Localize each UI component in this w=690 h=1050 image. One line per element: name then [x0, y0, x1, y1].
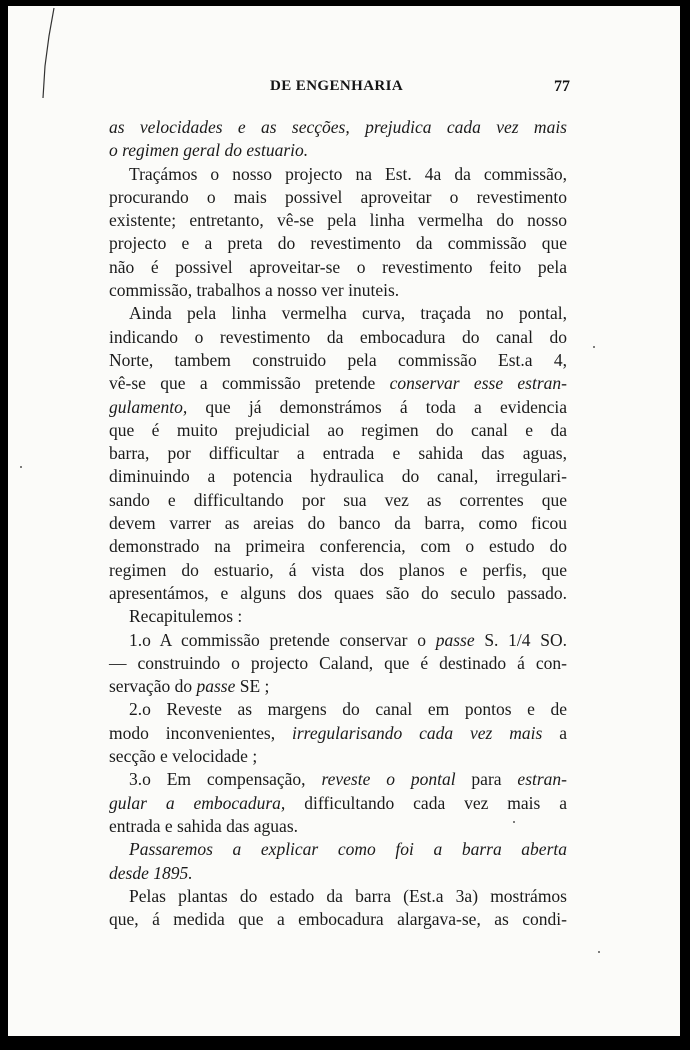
text-line: procurando o mais possivel aproveitar o revestimento	[109, 186, 567, 207]
italic-segment: estran-	[517, 769, 567, 790]
text-line: secção e velocidade ;	[109, 746, 258, 767]
text-segment: servação do	[109, 676, 197, 697]
italic-segment: gulamento,	[109, 396, 188, 417]
paper-speck	[20, 466, 22, 468]
italic-segment: reveste o pontal	[321, 769, 456, 790]
text-line: Recapitulemos :	[129, 606, 243, 627]
text-line	[109, 675, 567, 698]
text-line: que é muito prejudicial ao regimen do canal e da	[109, 419, 567, 440]
italic-segment: passe	[435, 629, 475, 650]
paper-speck	[513, 821, 515, 823]
text-segment: difficultando cada vez mais a	[285, 792, 567, 813]
text-line: projecto e a preta do revestimento da commissão que	[109, 233, 567, 254]
text-segment: vê-se que a commissão pretende	[109, 373, 390, 394]
text-line: diminuindo a potencia hydraulica do canal, irregulari-	[109, 466, 567, 487]
paper-speck	[598, 951, 600, 953]
text-segment: para	[455, 769, 518, 790]
text-line: que, á medida que a embocadura alargava-se, as condi-	[109, 909, 567, 930]
text-line: 2.o Reveste as margens do canal em pontos e de	[129, 699, 567, 720]
text-line: indicando o revestimento da embocadura do canal do	[109, 326, 567, 347]
text-line: demonstrado na primeira conferencia, com o estudo do	[109, 536, 567, 557]
book-page	[8, 6, 680, 1036]
pencil-margin-mark	[40, 6, 58, 101]
italic-segment: gular a embocadura,	[109, 792, 286, 813]
text-line: o regimen geral do estuario.	[109, 140, 309, 161]
text-line: desde 1895.	[109, 862, 193, 883]
text-line: regimen do estuario, á vista dos planos e perfis, que	[109, 559, 567, 580]
text-line	[109, 629, 567, 652]
text-segment: SE ;	[235, 676, 270, 697]
text-line: Pelas plantas do estado da barra (Est.a 3a) mostrámos	[129, 885, 567, 906]
page-number: 77	[554, 78, 570, 95]
text-line: barra, por difficultar a entrada e sahida das aguas,	[109, 443, 567, 464]
text-line: as velocidades e as secções, prejudica cada vez mais	[109, 117, 567, 137]
text-segment: 3.o Em compensação,	[129, 769, 322, 790]
text-line: sando e difficultando por sua vez as correntes que	[109, 489, 567, 510]
text-line: entrada e sahida das aguas.	[109, 815, 299, 836]
text-line: devem varrer as areias do banco da barra, como ficou	[109, 513, 567, 534]
text-line	[109, 768, 567, 791]
italic-segment: conservar esse estran-	[389, 373, 567, 394]
text-line: Ainda pela linha vermelha curva, traçada no pontal,	[129, 303, 567, 324]
text-line: Passaremos a explicar como foi a barra aberta	[129, 839, 567, 860]
text-line	[109, 372, 567, 395]
text-line: — construindo o projecto Caland, que é destinado á con-	[109, 652, 567, 673]
text-line: commissão, trabalhos a nosso ver inuteis.	[109, 280, 400, 301]
text-line	[109, 396, 567, 419]
paper-speck	[593, 346, 595, 348]
text-line	[109, 792, 567, 815]
running-title: DE ENGENHARIA	[270, 78, 404, 94]
italic-segment: passe	[196, 676, 236, 697]
text-line: existente; entretanto, vê-se pela linha vermelha do nosso	[109, 210, 567, 231]
text-segment: modo inconvenientes,	[109, 722, 292, 743]
text-line: não é possivel aproveitar-se o revestimento feito pela	[109, 256, 567, 277]
text-line: apresentámos, e alguns dos quaes são do seculo passado.	[109, 582, 567, 603]
text-segment: que já demonstrámos á toda a evidencia	[187, 396, 567, 417]
text-line	[109, 722, 567, 745]
text-line: Norte, tambem construido pela commissão Est.a 4,	[109, 349, 567, 370]
italic-segment: irregularisando cada vez mais	[292, 722, 543, 743]
text-segment: 1.o A commissão pretende conservar o	[129, 629, 436, 650]
text-line: Traçámos o nosso projecto na Est. 4a da commissão,	[129, 163, 567, 184]
text-segment: S. 1/4 SO.	[474, 629, 567, 650]
text-segment: a	[542, 722, 567, 743]
body-text	[109, 116, 567, 931]
